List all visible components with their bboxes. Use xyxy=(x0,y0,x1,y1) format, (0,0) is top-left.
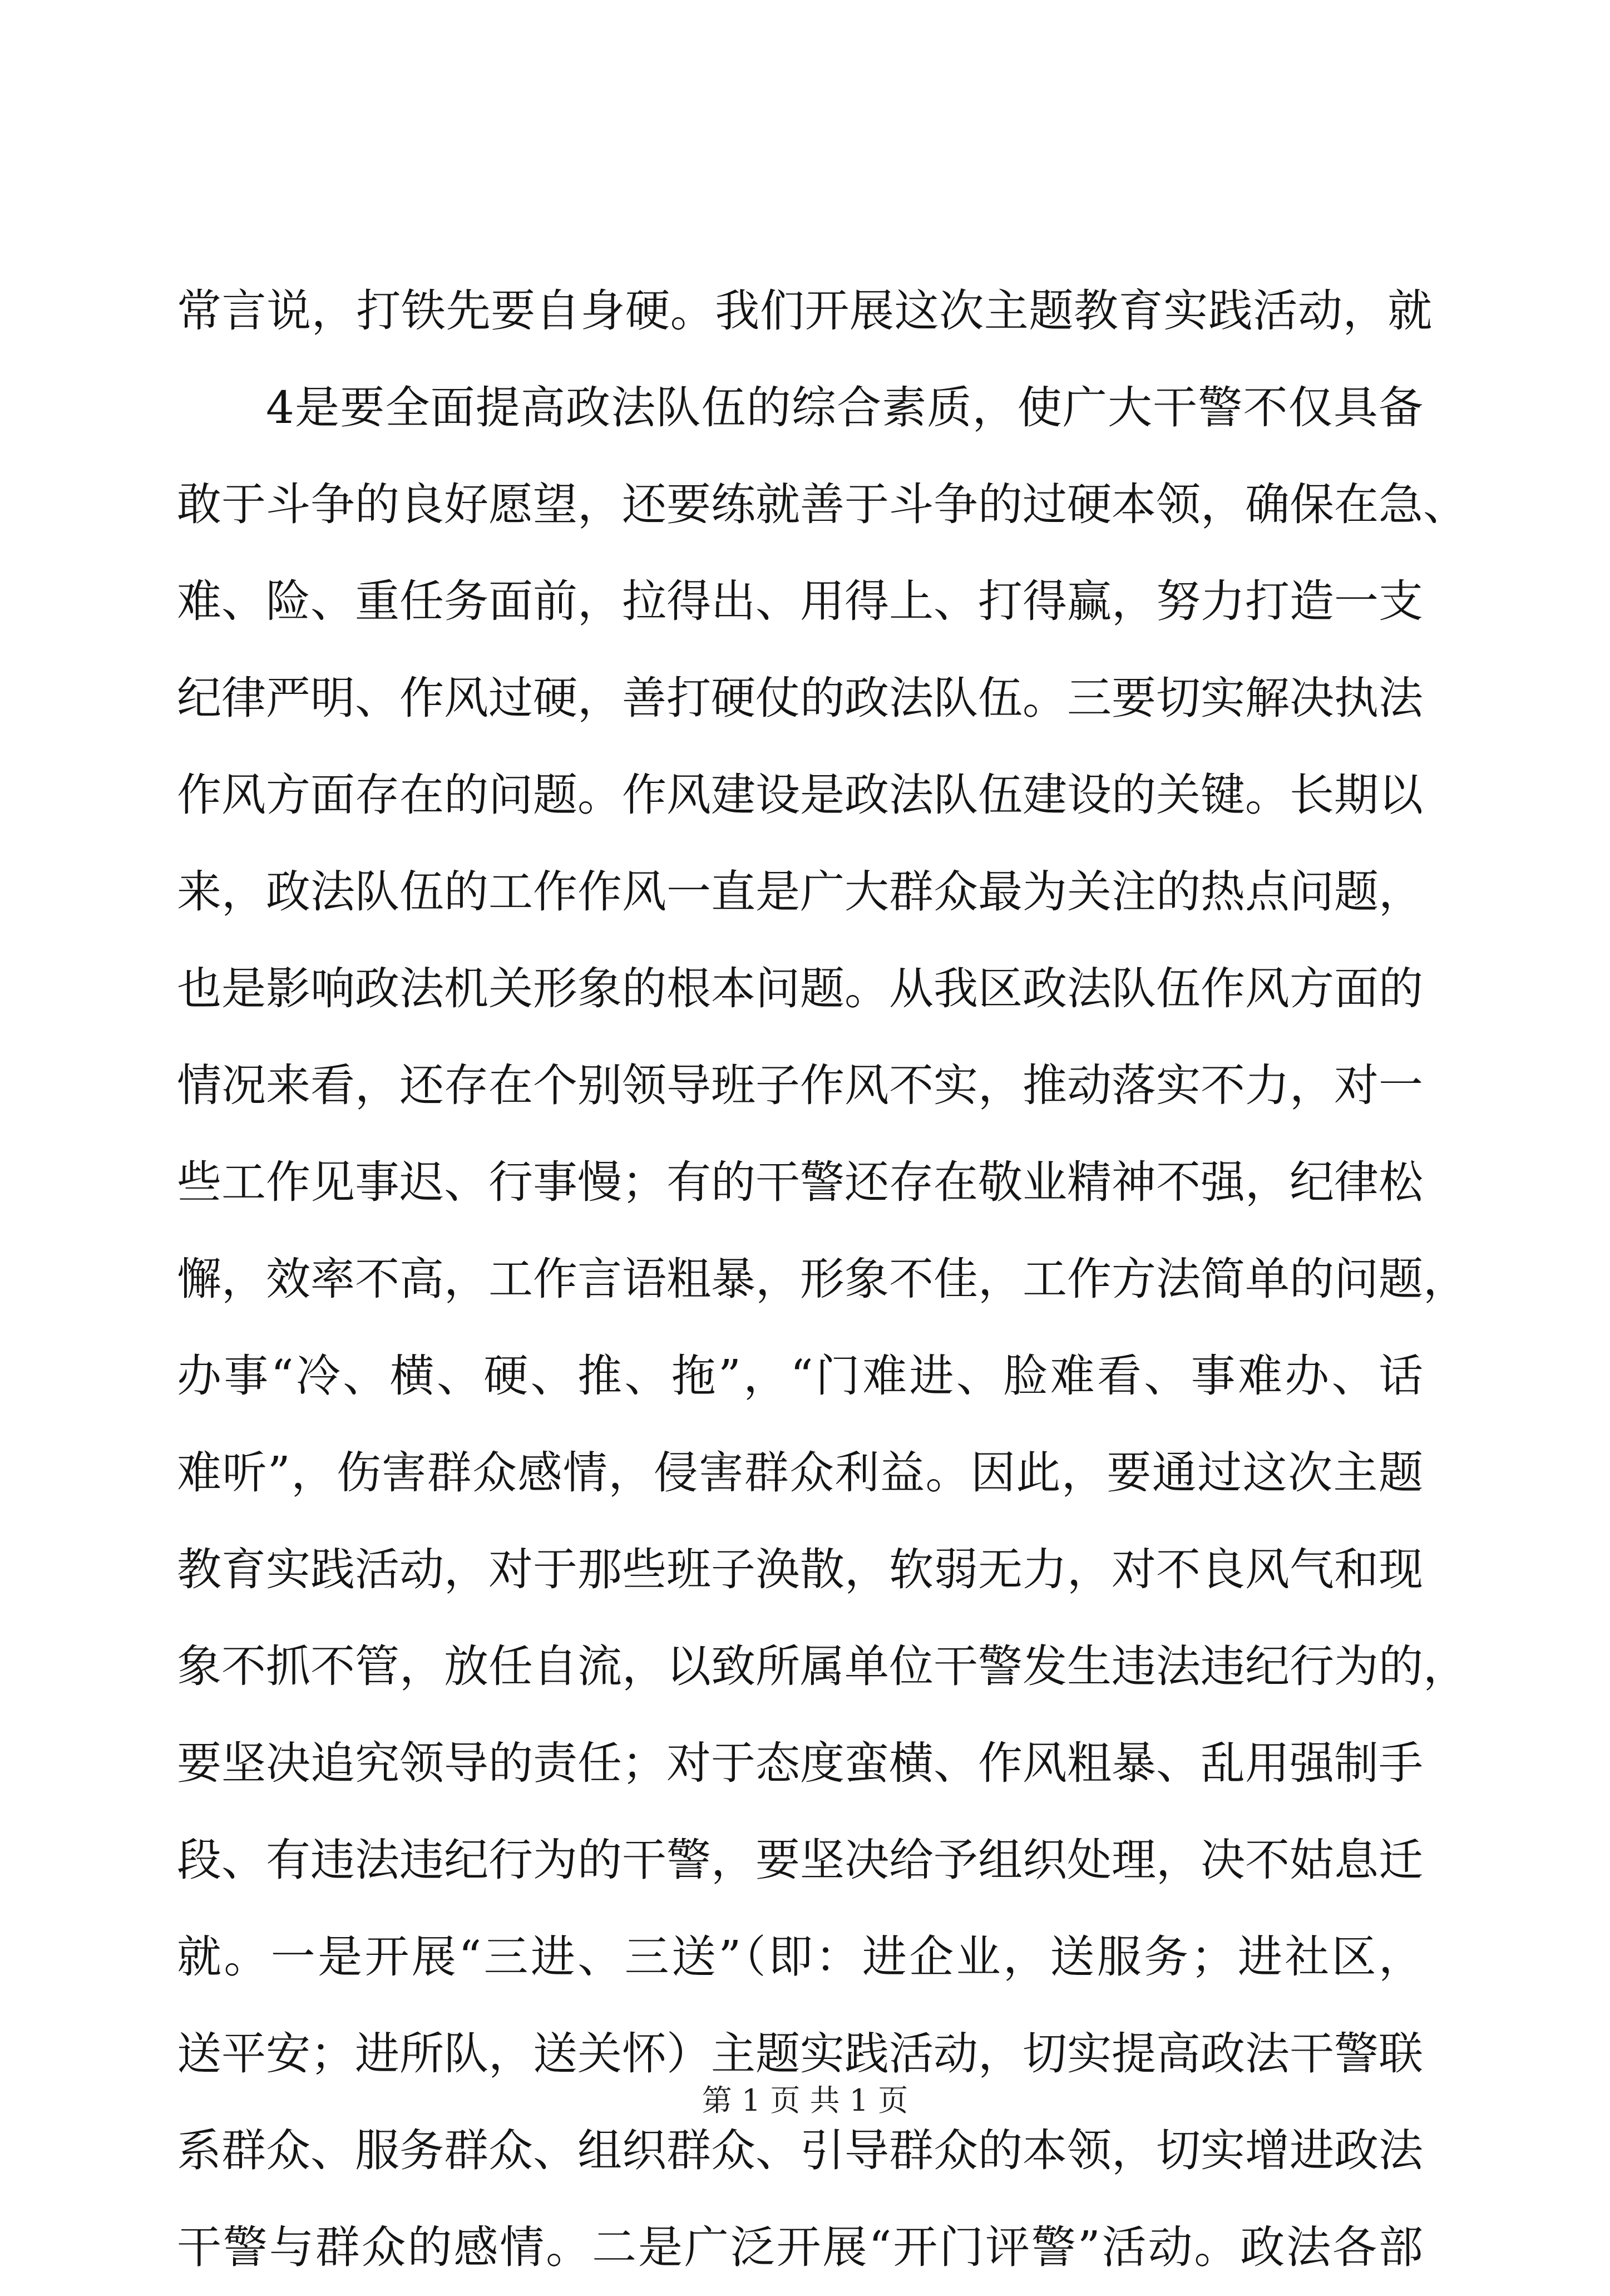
text-line: 干警与群众的感情。二是广泛开展“开门评警”活动。政法各部 xyxy=(177,2221,1423,2273)
text-line: 常言说，打铁先要自身硬。我们开展这次主题教育实践活动，就 xyxy=(177,285,1433,337)
text-line: 情况来看，还存在个别领导班子作风不实，推动落实不力，对一 xyxy=(177,1060,1423,1111)
text-line: 敢于斗争的良好愿望，还要练就善于斗争的过硬本领，确保在急、 xyxy=(177,479,1468,530)
text-line: 作风方面存在的问题。作风建设是政法队伍建设的关键。长期以 xyxy=(177,769,1423,821)
text-line: 来，政法队伍的工作作风一直是广大群众最为关注的热点问题， xyxy=(177,866,1423,918)
body-text xyxy=(177,263,1468,2296)
text-line: 办事“冷、横、硬、推、拖”，“门难进、脸难看、事难办、话 xyxy=(177,1350,1423,1402)
text-line: 象不抓不管，放任自流，以致所属单位干警发生违法违纪行为的， xyxy=(177,1640,1468,1692)
text-line: 段、有违法违纪行为的干警，要坚决给予组织处理，决不姑息迁 xyxy=(177,1834,1423,1886)
text-line: 4是要全面提高政法队伍的综合素质，使广大干警不仅具备 xyxy=(266,382,1423,433)
text-line: 系群众、服务群众、组织群众、引导群众的本领，切实增进政法 xyxy=(177,2125,1423,2176)
text-line: 懈，效率不高，工作言语粗暴，形象不佳，工作方法简单的问题， xyxy=(177,1253,1468,1305)
text-line: 纪律严明、作风过硬，善打硬仗的政法队伍。三要切实解决执法 xyxy=(177,672,1423,724)
text-line: 难听”，伤害群众感情，侵害群众利益。因此，要通过这次主题 xyxy=(177,1447,1423,1499)
page-number-footer: 第 1 页 共 1 页 xyxy=(702,2083,908,2118)
text-line: 要坚决追究领导的责任；对于态度蛮横、作风粗暴、乱用强制手 xyxy=(177,1737,1423,1789)
text-line: 就。一是开展“三进、三送”（即：进企业，送服务；进社区， xyxy=(177,1931,1423,1983)
text-line: 也是影响政法机关形象的根本问题。从我区政法队伍作风方面的 xyxy=(177,963,1423,1014)
text-line: 难、险、重任务面前，拉得出、用得上、打得赢，努力打造一支 xyxy=(177,575,1423,627)
text-line: 些工作见事迟、行事慢；有的干警还存在敬业精神不强，纪律松 xyxy=(177,1156,1423,1208)
text-line: 送平安；进所队，送关怀）主题实践活动，切实提高政法干警联 xyxy=(177,2028,1423,2080)
text-line: 教育实践活动，对于那些班子涣散，软弱无力，对不良风气和现 xyxy=(177,1544,1423,1595)
